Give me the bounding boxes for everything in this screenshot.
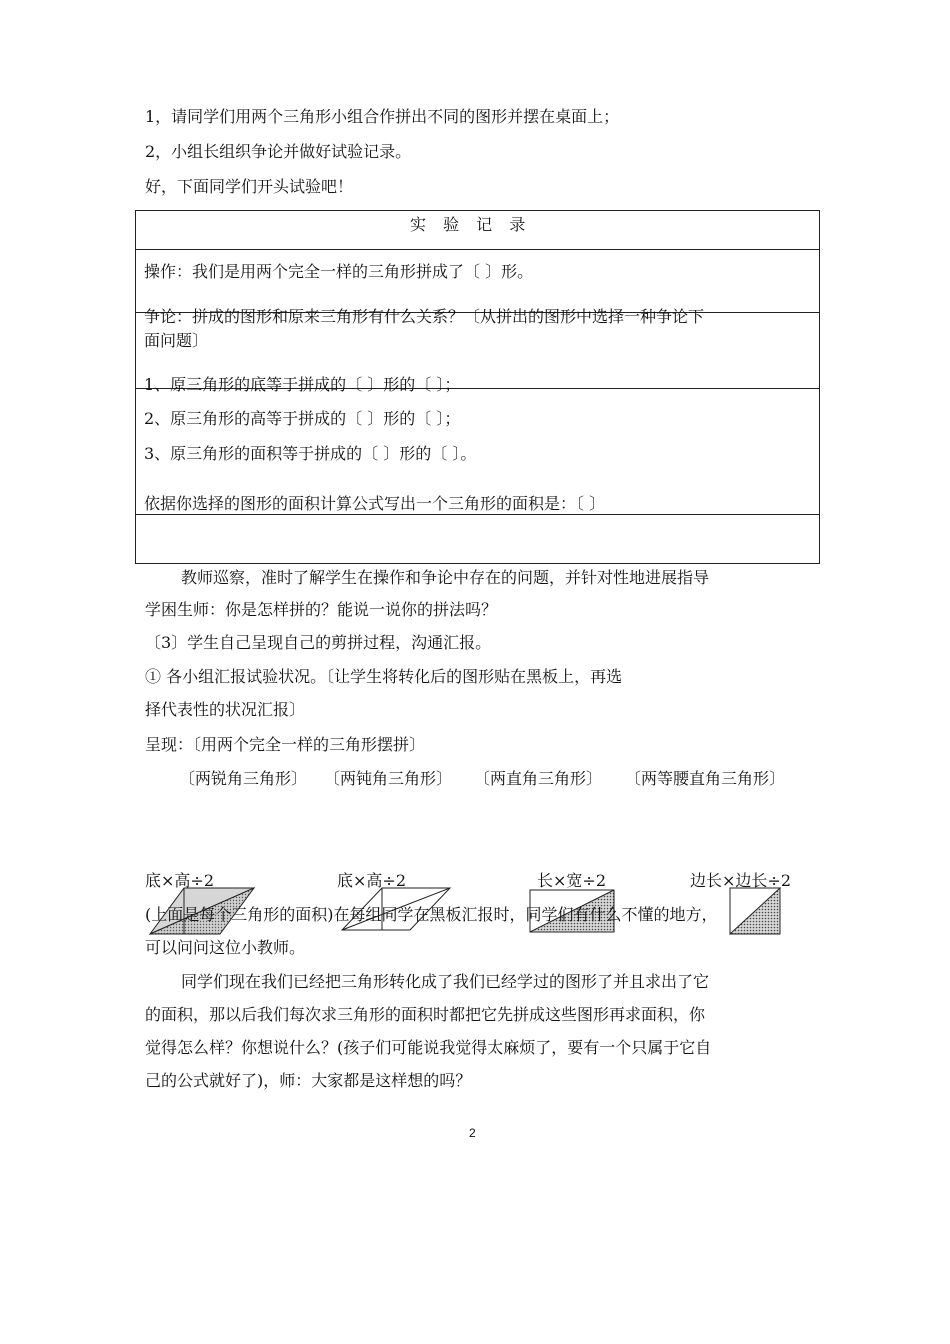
page-number: 2: [469, 1126, 476, 1140]
paragraph-6-line-2: 的面积，那以后我们每次求三角形的面积时都把它先拼成这些图形再求面积，你: [145, 1005, 706, 1024]
formula-row: 依据你选择的图形的面积计算公式写出一个三角形的面积是：〔 〕: [144, 494, 606, 513]
formula-obtuse: 底×高÷2: [337, 871, 406, 890]
paragraph-1-line-1: 教师巡察，准时了解学生在操作和争论中存在的问题，并针对性地进展指导: [181, 568, 710, 587]
paragraph-2: 〔3〕学生自己呈现自己的剪拼过程，沟通汇报。: [145, 633, 492, 652]
intro-line-3: 好，下面同学们开头试验吧！: [145, 177, 354, 196]
paragraph-3-line-2: 择代表性的状况汇报〕: [145, 700, 306, 719]
table-divider: [136, 514, 819, 515]
category-isosceles-right: 〔两等腰直角三角形〕: [625, 769, 786, 788]
paragraph-6-line-3: 觉得怎么样？你想说什么？(孩子们可能说我觉得太麻烦了，要有一个只属于它自: [145, 1038, 712, 1057]
question-3: 3、原三角形的面积等于拼成的〔 〕形的〔 〕。: [144, 444, 477, 463]
paragraph-3-line-1: ① 各小组汇报试验状况。〔让学生将转化后的图形贴在黑板上，再选: [145, 667, 623, 686]
question-1: 1、原三角形的底等于拼成的〔 〕形的〔 〕；: [144, 375, 461, 394]
paragraph-5-line-2: 可以问问这位小教师。: [145, 938, 306, 957]
operation-row: 操作：我们是用两个完全一样的三角形拼成了〔 〕形。: [144, 262, 534, 281]
discussion-row-line-2: 面问题〕: [144, 331, 209, 350]
paragraph-6-line-4: 己的公式就好了)，师：大家都是这样想的吗？: [145, 1071, 472, 1090]
paragraph-6-line-1: 同学们现在我们已经把三角形转化成了我们已经学过的图形了并且求出了它: [181, 972, 710, 991]
formula-acute: 底×高÷2: [145, 871, 214, 890]
intro-line-2: 2，小组长组织争论并做好试验记录。: [145, 142, 412, 161]
intro-line-1: 1，请同学们用两个三角形小组合作拼出不同的图形并摆在桌面上；: [145, 107, 620, 126]
discussion-row-line-1: 争论：拼成的图形和原来三角形有什么关系？〔从拼出的图形中选择一种争论下: [144, 307, 705, 326]
formula-isosceles-right: 边长×边长÷2: [690, 871, 791, 890]
paragraph-5-line-1: (上面是每个三角形的面积)在每组同学在黑板汇报时，同学们有什么不懂的地方，: [145, 905, 718, 924]
paragraph-4: 呈现：〔用两个完全一样的三角形摆拼〕: [145, 735, 426, 754]
formula-right: 长×宽÷2: [537, 871, 606, 890]
table-title: 实 验 记 录: [410, 215, 532, 234]
paragraph-1-line-2: 学困生师：你是怎样拼的？能说一说你的拼法吗？: [145, 600, 498, 619]
isosceles-right-triangles-square-figure: [728, 884, 784, 936]
category-acute: 〔两锐角三角形〕: [179, 769, 308, 788]
table-divider: [136, 249, 819, 250]
category-right: 〔两直角三角形〕: [474, 769, 603, 788]
experiment-record-table: [135, 210, 820, 564]
question-2: 2、原三角形的高等于拼成的〔 〕形的〔 〕；: [144, 409, 461, 428]
category-obtuse: 〔两钝角三角形〕: [324, 769, 453, 788]
